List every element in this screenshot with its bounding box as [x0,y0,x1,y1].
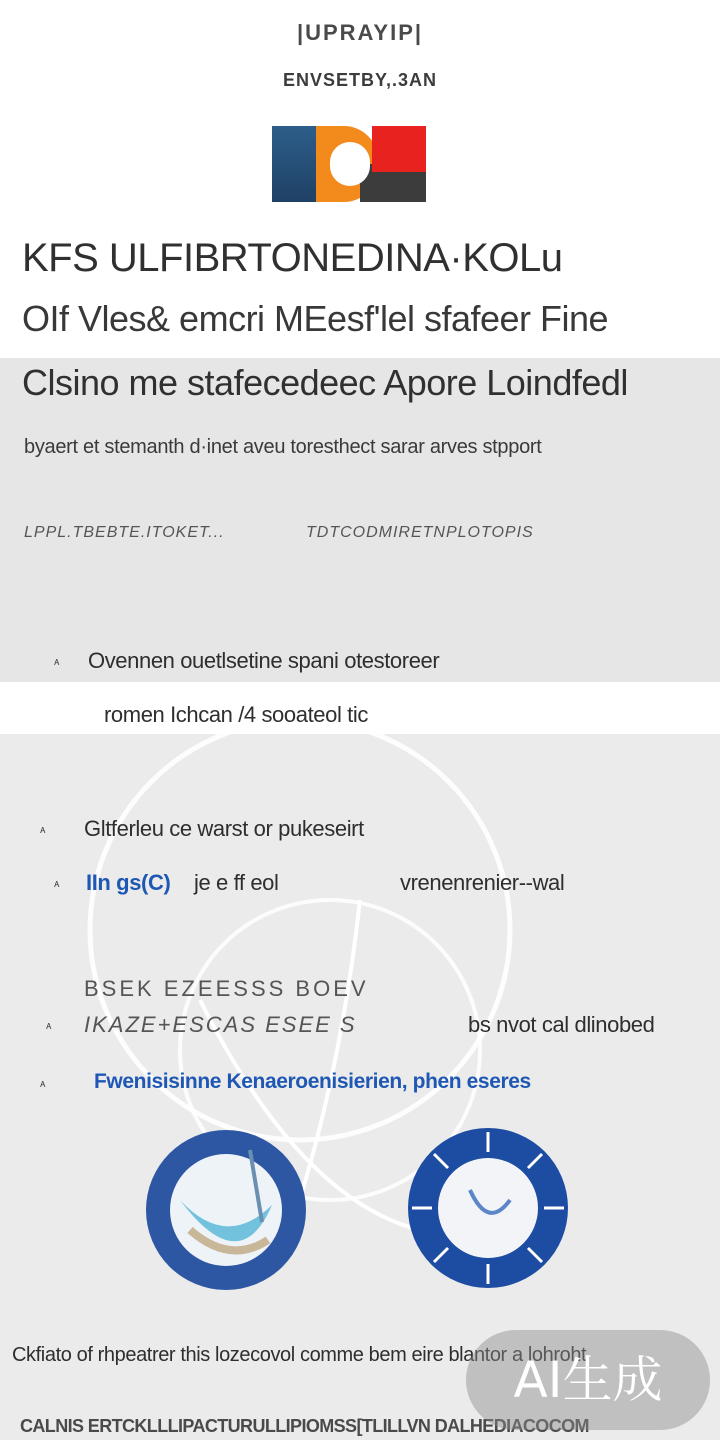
list-item-7-link[interactable]: Fwenisisinne Kenaeroenisierien, phen eseres [94,1070,531,1093]
headline-line-3: Clsino me stafecedeec Apore Loindfedl [22,362,628,403]
logo-white-cutout [330,142,370,186]
caption-left: LPPL.TBEBTE.ITOKET... [24,524,225,541]
caption-right: TDTCODMIRETNPLOTOPIS [306,524,534,541]
bullet-marker: ᴀ [46,1020,52,1032]
bullet-marker: ᴀ [54,656,60,668]
headline-line-1: KFS ULFIBRTONEDINA·KOLu [22,236,563,280]
footer-line-2: CALNIS ERTCKLLLIPACTURULLIPIOMSS[TLILLVN DALHEDIACOCOM [20,1416,589,1436]
list-item-6: bs nvot cal dlinobed [468,1012,655,1037]
headline-line-2: OIf Vles& emcri MEesf'lel sfafeer Fine [22,298,609,339]
list-item-2: romen Ichcan /4 sooateol tic [104,702,368,727]
list-item-1: Ovennen ouetlsetine spani otestoreer [88,648,440,673]
brand-subtitle: ENVSETBY,.3AN [282,70,438,90]
bullet-marker: ᴀ [40,824,46,836]
list-item-3: Gltferleu ce warst or pukeseirt [84,816,364,841]
footer-line-1: Ckfiato of rhpeatrer this lozecovol comme bem eire blantor a lohroht [12,1344,587,1366]
list-item-6-garbled: IKAZE+ESCAS ESEE S [84,1012,357,1037]
ai-generated-watermark: AI生成 [466,1330,710,1430]
list-item-4-link[interactable]: IIn gs(C) [86,870,171,895]
colored-block-logo [272,126,426,202]
lead-paragraph: byaert et stemanth d·inet aveu toresthect sarar arves stpport [24,436,542,458]
list-item-4-tail: vrenenrenier--wal [400,870,565,895]
list-item-4-text: je e ff eol [194,870,279,895]
logo-red-block [372,126,426,172]
bullet-marker: ᴀ [40,1078,46,1090]
bullet-marker: ᴀ [54,878,60,890]
brand-title: |UPRAYIP| [296,20,424,45]
list-item-5: BSEK EZEESSS BOEV [84,976,369,1001]
